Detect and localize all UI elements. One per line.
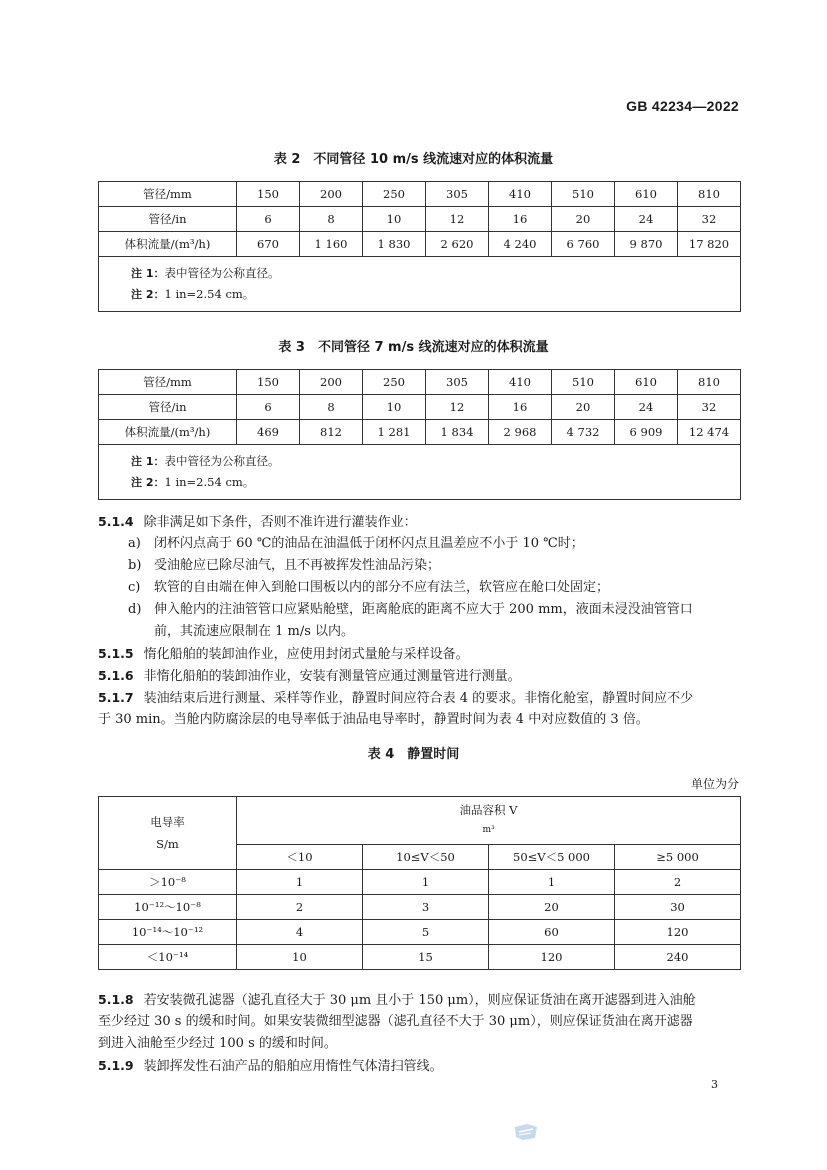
clause-5-1-8-cont2: 到进入油舱至少经过 100 s 的缓和时间。 (98, 1036, 337, 1051)
table4-col-header: ≥5 000 (615, 844, 741, 869)
clause-5-1-8-cont1: 至少经过 30 s 的缓和时间。如果安装微细型滤器（滤孔直径不大于 30 μm），则应保证货油在离开滤器 (98, 1014, 693, 1029)
table-cell: 3 (363, 895, 489, 920)
table3-notes (99, 445, 741, 500)
table-cell: 2 968 (489, 420, 552, 445)
table2-notes (99, 257, 741, 312)
table-cell: 15 (363, 945, 489, 970)
table-cell: 812 (300, 420, 363, 445)
row-label-cell: ＞10⁻⁸ (99, 870, 237, 895)
table-cell: 12 (426, 207, 489, 232)
table-cell: 4 (237, 920, 363, 945)
table-cell: 510 (552, 182, 615, 207)
table-cell: 1 (363, 870, 489, 895)
table-cell: 469 (237, 420, 300, 445)
table-row (99, 232, 741, 257)
clause-5-1-7: 5.1.7 装油结束后进行测量、采样等作业，静置时间应符合表 4 的要求。非惰化舱室，静置时间应不少 (98, 690, 694, 706)
table-cell: 2 620 (426, 232, 489, 257)
clause-5-1-4-item-b: b) 受油舱应已除尽油气，且不再被挥发性油品污染； (128, 558, 441, 573)
table2-note-1: 注 1：表中管径为公称直径。 (131, 266, 280, 280)
table2-note-2: 注 2：1 in=2.54 cm。 (131, 287, 255, 301)
table-cell: 305 (426, 182, 489, 207)
table-cell: 6 (237, 395, 300, 420)
table-row (99, 207, 741, 232)
row-label-cell: 10⁻¹²～10⁻⁸ (99, 895, 237, 920)
table-cell: 1 830 (363, 232, 426, 257)
row-label-cell: ＜10⁻¹⁴ (99, 945, 237, 970)
standard-code: GB 42234—2022 (626, 98, 739, 114)
table-cell: 120 (489, 945, 615, 970)
table-cell: 410 (489, 182, 552, 207)
clause-5-1-9: 5.1.9 装卸挥发性石油产品的船舶应用惰性气体清扫管线。 (98, 1058, 443, 1074)
table-cell: 510 (552, 370, 615, 395)
table4-col-header: 50≤V＜5 000 (489, 844, 615, 869)
table-row (99, 420, 741, 445)
table-cell: 16 (489, 207, 552, 232)
row-label-cell: 体积流量/(m³/h) (99, 232, 237, 257)
table-cell: 810 (678, 370, 741, 395)
table-cell: 6 909 (615, 420, 678, 445)
table4-caption: 表 4 静置时间 (367, 747, 460, 762)
table-row (99, 870, 741, 895)
table4 (98, 796, 741, 970)
clause-5-1-4-item-d: d) 伸入舱内的注油管管口应紧贴舱壁，距离舱底的距离不应大于 200 mm，液面未浸没油管管口 (128, 602, 693, 617)
table-cell: 240 (615, 945, 741, 970)
table-cell: 24 (615, 207, 678, 232)
table-cell: 120 (615, 920, 741, 945)
table4-col-header: ＜10 (237, 844, 363, 869)
table-cell: 1 281 (363, 420, 426, 445)
table-cell: 250 (363, 370, 426, 395)
table-cell: 32 (678, 207, 741, 232)
table-cell: 1 160 (300, 232, 363, 257)
row-label-cell: 管径/mm (99, 182, 237, 207)
table4-row-header: 电导率 S/m (99, 797, 237, 870)
page-number: 3 (711, 1078, 718, 1091)
clause-5-1-5: 5.1.5 惰化船舶的装卸油作业，应使用封闭式量舱与采样设备。 (98, 646, 469, 662)
table-cell: 17 820 (678, 232, 741, 257)
clause-5-1-4-item-c: c) 软管的自由端在伸入到舱口围板以内的部分不应有法兰，软管应在舱口处固定； (128, 580, 610, 595)
sac-logo-icon (513, 1123, 539, 1141)
table-cell: 610 (615, 370, 678, 395)
table4-unit: 单位为分 (690, 777, 739, 791)
table3-note-2: 注 2：1 in=2.54 cm。 (131, 475, 255, 489)
table-cell: 6 760 (552, 232, 615, 257)
table3-body (99, 370, 741, 445)
table-cell: 410 (489, 370, 552, 395)
table-cell: 10 (363, 395, 426, 420)
table-cell: 12 (426, 395, 489, 420)
table-cell: 1 834 (426, 420, 489, 445)
table-cell: 1 (489, 870, 615, 895)
table-row (99, 395, 741, 420)
table-cell: 200 (300, 182, 363, 207)
table-cell: 670 (237, 232, 300, 257)
table-cell: 10 (363, 207, 426, 232)
table-cell: 610 (615, 182, 678, 207)
table-row (99, 920, 741, 945)
table-cell: 16 (489, 395, 552, 420)
table-cell: 150 (237, 182, 300, 207)
table-row (99, 945, 741, 970)
row-label-cell: 管径/mm (99, 370, 237, 395)
clause-5-1-4: 5.1.4 除非满足如下条件，否则不准许进行灌装作业： (98, 514, 417, 530)
table2 (98, 181, 741, 312)
row-label-cell: 管径/in (99, 207, 237, 232)
table-cell: 20 (489, 895, 615, 920)
table-row (99, 895, 741, 920)
clause-5-1-4-item-d-cont: 前，其流速应限制在 1 m/s 以内。 (154, 624, 355, 639)
table-cell: 6 (237, 207, 300, 232)
clause-5-1-8: 5.1.8 若安装微孔滤器（滤孔直径大于 30 μm 且小于 150 μm），则应保证货油在离开滤器到进入油舱 (98, 992, 696, 1008)
table2-caption: 表 2 不同管径 10 m/s 线流速对应的体积流量 (273, 152, 554, 167)
table-cell: 60 (489, 920, 615, 945)
table-cell: 8 (300, 395, 363, 420)
table-row (99, 370, 741, 395)
table4-group-header: 油品容积 V m³ (237, 797, 741, 845)
table-cell: 4 732 (552, 420, 615, 445)
table-cell: 4 240 (489, 232, 552, 257)
table-cell: 30 (615, 895, 741, 920)
table-cell: 10 (237, 945, 363, 970)
table-row (99, 182, 741, 207)
table-cell: 8 (300, 207, 363, 232)
table-cell: 200 (300, 370, 363, 395)
table-cell: 810 (678, 182, 741, 207)
table4-col-header: 10≤V＜50 (363, 844, 489, 869)
table-cell: 2 (615, 870, 741, 895)
table2-body (99, 182, 741, 257)
table-cell: 2 (237, 895, 363, 920)
table3-note-1: 注 1：表中管径为公称直径。 (131, 454, 280, 468)
row-label-cell: 10⁻¹⁴～10⁻¹² (99, 920, 237, 945)
clause-5-1-4-item-a: a) 闭杯闪点高于 60 ℃的油品在油温低于闭杯闪点且温差应不小于 10 ℃时； (128, 536, 584, 551)
table-cell: 305 (426, 370, 489, 395)
table-cell: 150 (237, 370, 300, 395)
clause-5-1-7-cont: 于 30 min。当舱内防腐涂层的电导率低于油品电导率时，静置时间为表 4 中对应数值的 3 倍。 (98, 712, 649, 727)
table3 (98, 369, 741, 500)
table-cell: 250 (363, 182, 426, 207)
table3-caption: 表 3 不同管径 7 m/s 线流速对应的体积流量 (278, 340, 549, 355)
table-cell: 24 (615, 395, 678, 420)
table-cell: 20 (552, 207, 615, 232)
table-cell: 5 (363, 920, 489, 945)
table-cell: 12 474 (678, 420, 741, 445)
table-cell: 1 (237, 870, 363, 895)
table-cell: 9 870 (615, 232, 678, 257)
table-cell: 32 (678, 395, 741, 420)
table-cell: 20 (552, 395, 615, 420)
row-label-cell: 管径/in (99, 395, 237, 420)
table4-body (99, 870, 741, 970)
clause-5-1-6: 5.1.6 非惰化船舶的装卸油作业，安装有测量管应通过测量管进行测量。 (98, 668, 521, 684)
row-label-cell: 体积流量/(m³/h) (99, 420, 237, 445)
